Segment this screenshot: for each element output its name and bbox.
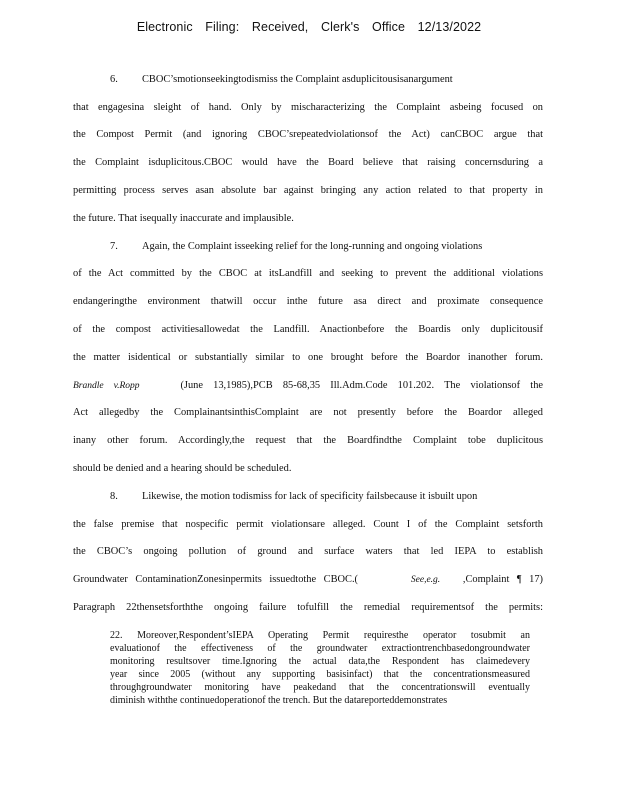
paragraph-8-line-4 <box>73 574 543 585</box>
paragraph-7-line-8: inany other forum. Accordingly,the request that the Boardfindthe Complaint tobe duplicitous <box>73 435 543 446</box>
block-quote-line-4: year since 2005 (without any supporting basisinfact) that the concentrationsmeasured <box>110 669 530 680</box>
paragraph-6-line-2: that engagesina sleight of hand. Only by mischaracterizing the Complaint asbeing focused on <box>73 102 543 113</box>
paragraph-7-line-9: should be denied and a hearing should be scheduled. <box>73 463 292 474</box>
block-quote-line-1: 22. Moreover,Respondent’sIEPA Operating Permit requiresthe operator tosubmit an <box>110 630 530 641</box>
paragraph-6-line-1 <box>110 74 543 85</box>
paragraph-number: 7. <box>110 241 118 252</box>
paragraph-7-line-2: of the Act committed by the CBOC at itsLandfill and seeking to prevent the additional violations <box>73 268 543 279</box>
paragraph-6-line-5: permitting process serves asan absolute bar against bringing any action related to that property in <box>73 185 543 196</box>
paragraph-8-line-3: the CBOC’s ongoing pollution of ground and surface waters that led IEPA to establish <box>73 546 543 557</box>
paragraph-7-line-4: of the compost activitiesallowedat the Landfill. Anactionbefore the Boardis only duplicitousif <box>73 324 543 335</box>
paragraph-8-line-5: Paragraph 22thensetsforththe ongoing failure tofulfill the remedial requirementsof the permits: <box>73 602 543 613</box>
paragraph-number: 8. <box>110 491 118 502</box>
paragraph-6-line-3: the Compost Permit (and ignoring CBOC’srepeatedviolationsof the Act) canCBOC argue that <box>73 129 543 140</box>
case-citation: Brandle v.Ropp <box>73 381 140 391</box>
paragraph-7-citation-line <box>73 380 543 391</box>
paragraph-text: Again, the Complaint isseeking relief for the long-running and ongoing violations <box>142 241 483 252</box>
paragraph-6-line-6: the future. That isequally inaccurate and implausible. <box>73 213 294 224</box>
paragraph-7-line-7: Act allegedby the ComplainantsinthisComplaint are not presently before the Boardor alleged <box>73 407 543 418</box>
complaint-cite: ,Complaint ¶ 17) <box>462 574 543 585</box>
paragraph-number: 6. <box>110 74 118 85</box>
paragraph-7-line-5: the matter isidentical or substantially similar to one brought before the Boardor inanother forum. <box>73 352 543 363</box>
filing-stamp-header: Electronic Filing: Received, Clerk's Office 12/13/2022 <box>136 20 482 34</box>
paragraph-text: CBOC’smotionseekingtodismiss the Complaint asduplicitousisanargument <box>142 74 453 85</box>
block-quote-line-5: throughgroundwater monitoring have peakedand that the concentrationswill eventually <box>110 682 530 693</box>
paragraph-8-line-1 <box>110 491 543 502</box>
paragraph-text: Likewise, the motion todismiss for lack of specificity failsbecause it isbuilt upon <box>142 491 478 502</box>
paragraph-8-line-2: the false premise that nospecific permit violationsare alleged. Count I of the Complaint setsforth <box>73 519 543 530</box>
paragraph-7-line-1 <box>110 241 543 252</box>
block-quote-line-6: diminish withthe continuedoperationof the trench. But the datareporteddemonstrates <box>110 695 448 706</box>
paragraph-6-line-4: the Complaint isduplicitous.CBOC would have the Board believe that raising concernsduring a <box>73 157 543 168</box>
paragraph-7-line-3: endangeringthe environment thatwill occur inthe future asa direct and proximate consequence <box>73 296 543 307</box>
citation-text: (June 13,1985),PCB 85-68,35 Ill.Adm.Code 101.202. The violationsof the <box>180 380 544 391</box>
block-quote-line-3: monitoring resultsover time.Ignoring the actual data,the Respondent has claimedevery <box>110 656 530 667</box>
see-eg-signal: See,e.g. <box>410 575 441 585</box>
block-quote-line-2: evaluationof the effectiveness of the groundwater extractiontrenchbasedongroundwater <box>110 643 530 654</box>
citation-lead: Groundwater ContaminationZonesinpermits issuedtothe CBOC.( <box>73 574 358 585</box>
